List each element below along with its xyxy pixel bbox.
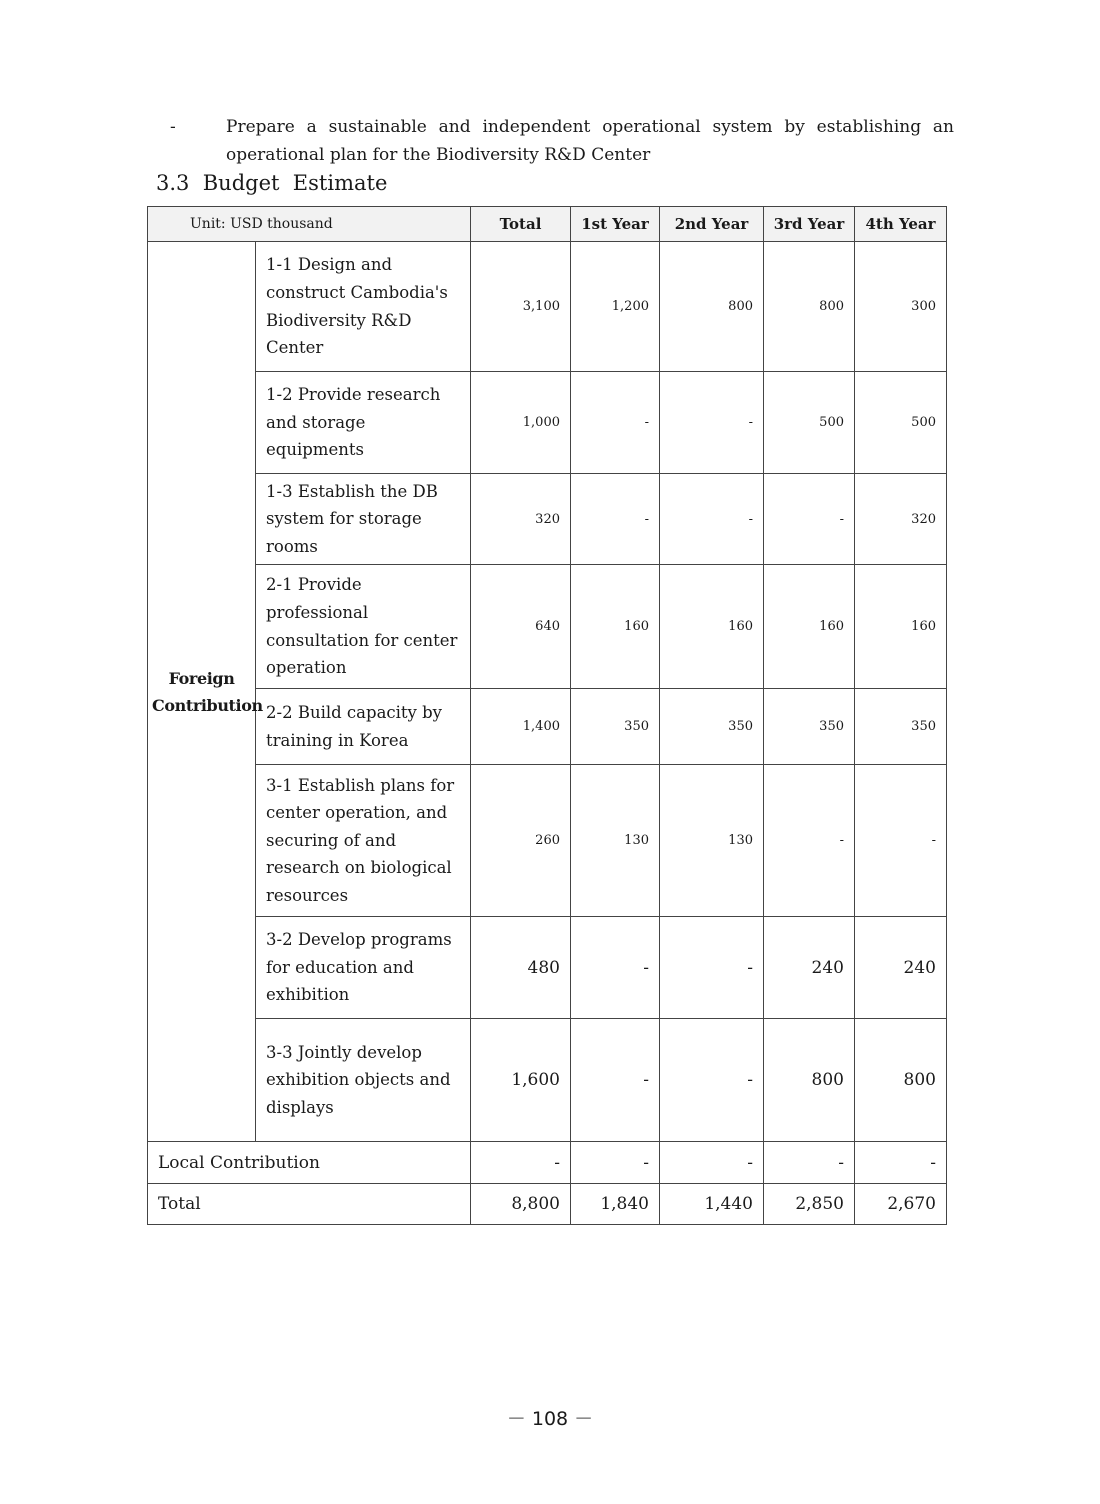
cell-year1: - <box>571 372 660 474</box>
row-item: 2-1 Provide professional consultation for center operation <box>256 565 471 689</box>
cell-year3: 350 <box>764 689 855 765</box>
table-row <box>148 474 947 565</box>
cell-year4: 300 <box>855 242 947 372</box>
cell-year4: 500 <box>855 372 947 474</box>
page-number: － 108 － <box>506 1408 594 1430</box>
cell-year4: 320 <box>855 474 947 565</box>
row-item: 3-2 Develop programs for education and exhibition <box>256 917 471 1019</box>
section-title: 3.3 Budget Estimate <box>156 171 388 195</box>
cell-year1: - <box>571 474 660 565</box>
cell-year3: 2,850 <box>764 1184 855 1225</box>
cell-year4: 800 <box>855 1019 947 1142</box>
cell-year3: - <box>764 765 855 917</box>
cell-year2: - <box>660 372 764 474</box>
cell-year2: - <box>660 1142 764 1184</box>
col-header-year4: 4th Year <box>855 207 947 242</box>
cell-year4: - <box>855 765 947 917</box>
cell-year4: 160 <box>855 565 947 689</box>
bullet-text: Prepare a sustainable and independent operational system by establishing an operational plan for the Biodiversity R&D Center <box>226 117 954 165</box>
cell-total: 8,800 <box>471 1184 571 1225</box>
cell-total: 260 <box>471 765 571 917</box>
cell-year3: 800 <box>764 1019 855 1142</box>
cell-year2: 350 <box>660 689 764 765</box>
cell-year4: - <box>855 1142 947 1184</box>
cell-year2: 130 <box>660 765 764 917</box>
col-header-year3: 3rd Year <box>764 207 855 242</box>
cell-year3: 500 <box>764 372 855 474</box>
cell-year2: - <box>660 917 764 1019</box>
bullet-marker: - <box>170 117 176 137</box>
cell-total: 480 <box>471 917 571 1019</box>
cell-total: 320 <box>471 474 571 565</box>
unit-label: Unit: USD thousand <box>148 207 471 242</box>
local-contribution-row <box>148 1142 947 1184</box>
cell-year3: 240 <box>764 917 855 1019</box>
cell-year2: - <box>660 1019 764 1142</box>
cell-year1: 130 <box>571 765 660 917</box>
table-row <box>148 565 947 689</box>
row-item: 2-2 Build capacity by training in Korea <box>256 689 471 765</box>
cell-year2: 1,440 <box>660 1184 764 1225</box>
cell-year1: 350 <box>571 689 660 765</box>
local-contribution-label: Local Contribution <box>148 1142 471 1184</box>
total-label: Total <box>148 1184 471 1225</box>
cell-year1: 1,200 <box>571 242 660 372</box>
col-header-year1: 1st Year <box>571 207 660 242</box>
col-header-year2: 2nd Year <box>660 207 764 242</box>
cell-year1: 160 <box>571 565 660 689</box>
cell-year2: 800 <box>660 242 764 372</box>
cell-total: 1,000 <box>471 372 571 474</box>
cell-year3: 800 <box>764 242 855 372</box>
cell-total: 640 <box>471 565 571 689</box>
cell-total: 1,600 <box>471 1019 571 1142</box>
col-header-total: Total <box>471 207 571 242</box>
cell-year2: - <box>660 474 764 565</box>
cell-total: 1,400 <box>471 689 571 765</box>
cell-year1: 1,840 <box>571 1184 660 1225</box>
table-row <box>148 689 947 765</box>
table-row <box>148 765 947 917</box>
cell-year4: 2,670 <box>855 1184 947 1225</box>
cell-year3: - <box>764 474 855 565</box>
cell-year3: 160 <box>764 565 855 689</box>
cell-year3: - <box>764 1142 855 1184</box>
budget-table <box>147 206 947 1225</box>
table-row <box>148 372 947 474</box>
cell-year2: 160 <box>660 565 764 689</box>
cell-total: 3,100 <box>471 242 571 372</box>
total-row <box>148 1184 947 1225</box>
cell-year4: 240 <box>855 917 947 1019</box>
header-row <box>148 207 947 242</box>
cell-year1: - <box>571 917 660 1019</box>
row-item: 1-1 Design and construct Cambodia's Biodiversity R&D Center <box>256 242 471 372</box>
cell-year4: 350 <box>855 689 947 765</box>
row-item: 1-2 Provide research and storage equipments <box>256 372 471 474</box>
table-row <box>148 917 947 1019</box>
group-label: Foreign Contribution <box>148 242 256 1142</box>
row-item: 1-3 Establish the DB system for storage rooms <box>256 474 471 565</box>
table-row <box>148 242 947 372</box>
cell-total: - <box>471 1142 571 1184</box>
cell-year1: - <box>571 1142 660 1184</box>
cell-year1: - <box>571 1019 660 1142</box>
table-row <box>148 1019 947 1142</box>
bullet-item <box>170 113 954 169</box>
row-item: 3-1 Establish plans for center operation, and securing of and research on biological resources <box>256 765 471 917</box>
row-item: 3-3 Jointly develop exhibition objects and displays <box>256 1019 471 1142</box>
